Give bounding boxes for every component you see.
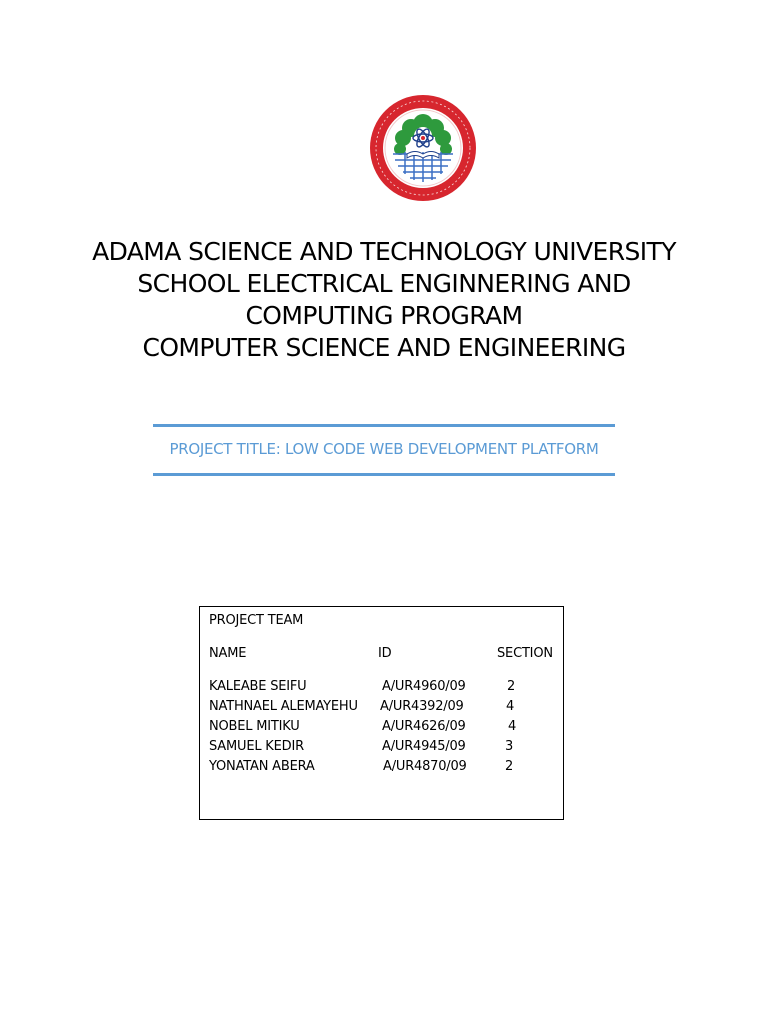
member-name: NOBEL MITIKU bbox=[209, 719, 300, 734]
table-row bbox=[200, 737, 563, 757]
member-section: 3 bbox=[505, 739, 514, 754]
university-seal-icon bbox=[369, 94, 477, 202]
column-header-section: SECTION bbox=[497, 646, 553, 661]
project-team-box bbox=[199, 606, 564, 820]
column-header-name: NAME bbox=[209, 646, 247, 661]
project-title: PROJECT TITLE: LOW CODE WEB DEVELOPMENT PLATFORM bbox=[169, 440, 599, 458]
university-heading bbox=[0, 236, 768, 364]
team-heading: PROJECT TEAM bbox=[209, 613, 304, 628]
title-rule-bottom bbox=[153, 473, 615, 476]
member-id: A/UR4870/09 bbox=[383, 759, 467, 774]
column-header-id: ID bbox=[378, 646, 392, 661]
member-id: A/UR4392/09 bbox=[380, 699, 464, 714]
table-row bbox=[200, 697, 563, 717]
heading-line-university: ADAMA SCIENCE AND TECHNOLOGY UNIVERSITY bbox=[92, 237, 676, 266]
heading-line-school: SCHOOL ELECTRICAL ENGINNERING AND bbox=[137, 269, 631, 298]
member-id: A/UR4960/09 bbox=[382, 679, 466, 694]
member-id: A/UR4945/09 bbox=[382, 739, 466, 754]
member-name: KALEABE SEIFU bbox=[209, 679, 307, 694]
table-row bbox=[200, 717, 563, 737]
table-row bbox=[200, 677, 563, 697]
member-section: 4 bbox=[506, 699, 515, 714]
member-name: NATHNAEL ALEMAYEHU bbox=[209, 699, 358, 714]
member-section: 2 bbox=[507, 679, 516, 694]
title-rule-top bbox=[153, 424, 615, 427]
member-name: SAMUEL KEDIR bbox=[209, 739, 304, 754]
member-section: 4 bbox=[508, 719, 517, 734]
member-id: A/UR4626/09 bbox=[382, 719, 466, 734]
heading-line-department: COMPUTER SCIENCE AND ENGINEERING bbox=[142, 333, 626, 362]
heading-line-program: COMPUTING PROGRAM bbox=[245, 301, 523, 330]
table-row bbox=[200, 757, 563, 777]
member-name: YONATAN ABERA bbox=[209, 759, 315, 774]
member-section: 2 bbox=[505, 759, 514, 774]
